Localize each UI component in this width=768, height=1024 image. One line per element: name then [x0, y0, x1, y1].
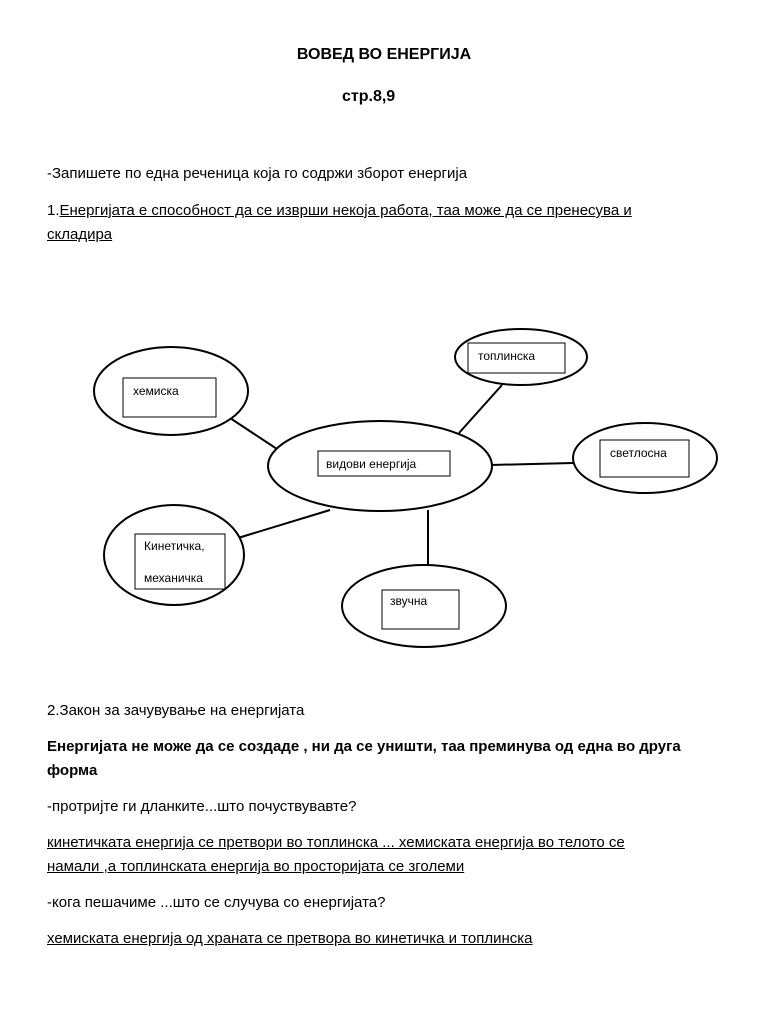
answer-3: хемиската енергија од храната се претвора во кинетичка и топлинска: [47, 930, 533, 947]
question-1: -протријте ги дланките...што почуствувавте?: [47, 798, 357, 815]
connector-chemical: [230, 418, 283, 453]
law-line-2: форма: [47, 762, 98, 779]
thermal-label: топлинска: [478, 349, 536, 363]
chemical-label: хемиска: [133, 384, 179, 398]
answer-number: 1.: [47, 202, 60, 219]
kinetic-label-line-1: Кинетичка,: [144, 539, 205, 553]
connector-thermal: [459, 385, 502, 433]
section-2-heading: 2.Закон за зачувување на енергијата: [47, 702, 305, 719]
answer-1-line-1: [47, 199, 737, 223]
kinetic-label-line-2: механичка: [144, 571, 203, 585]
answer-2-line-2: намали ,а топлинската енергија во просторијата се зголеми: [47, 858, 465, 875]
energy-types-diagram: [0, 280, 768, 680]
light-label: светлосна: [610, 446, 667, 460]
sound-label: звучна: [390, 594, 428, 608]
instruction-text: -Запишете по една реченица која го содржи зборот енергија: [47, 165, 468, 182]
page-title: ВОВЕД ВО ЕНЕРГИЈА: [296, 46, 472, 63]
answer-1-text: Енергијата е способност да се изврши некоја работа, таа може да се пренесува и: [59, 202, 632, 219]
center-label: видови енергија: [326, 457, 417, 471]
kinetic-ellipse: [104, 505, 244, 605]
answer-1-line-2: складира: [47, 226, 113, 243]
answer-2-line-1: кинетичката енергија се претвори во топлинска ... хемиската енергија во телото се: [47, 834, 625, 851]
connector-kinetic: [238, 510, 330, 538]
connector-light: [491, 463, 573, 465]
page-reference: стр.8,9: [342, 88, 396, 105]
question-2: -кога пешачиме ...што се случува со енергијата?: [47, 894, 386, 911]
law-line-1: Енергијата не може да се создаде , ни да се уништи, таа преминува од една во друга: [47, 738, 681, 755]
